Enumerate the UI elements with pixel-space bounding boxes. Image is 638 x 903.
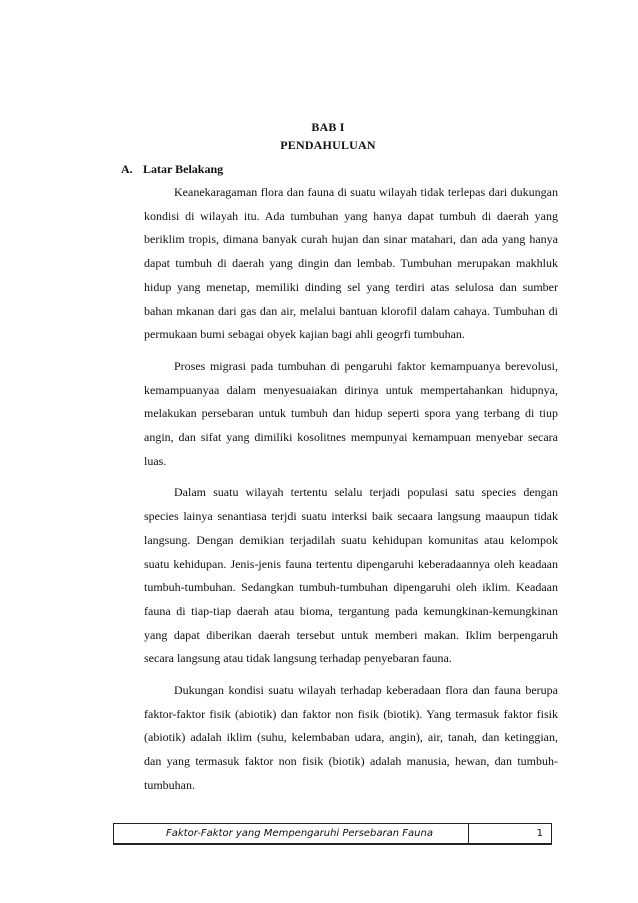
- section-heading: [121, 162, 223, 177]
- chapter-number: BAB I: [311, 120, 345, 134]
- body-text: [144, 181, 558, 806]
- footer-title: Faktor-Faktor yang Mempengaruhi Persebaran Fauna: [114, 824, 469, 843]
- section-title: Latar Belakang: [143, 162, 224, 176]
- section-letter: A.: [121, 162, 133, 176]
- paragraph-1: Keanekaragaman flora dan fauna di suatu wilayah tidak terlepas dari dukungan kondisi di wilayah itu. Ada tumbuhan yang hanya dapat tumbuh di daerah yang beriklim tropis, dimana banyak curah hujan dan sinar matahari, dan ada yang hanya dapat tumbuh di daerah yang dingin dan lembab. Tumbuhan merupakan makhluk hidup yang menetap, memiliki dinding sel yang terdiri atas selulosa dan sumber bahan mkanan dari gas dan air, melalui bantuan klorofil dalam cahaya. Tumbuhan di permukaan bumi sebagai obyek kajian bagi ahli geogrfi tumbuhan.: [144, 185, 558, 342]
- paragraph-2: Proses migrasi pada tumbuhan di pengaruhi faktor kemampuanya berevolusi, kemampuanyaa dalam menyesuaiakan dirinya untuk mempertahankan hidupnya, melakukan persebaran untuk tumbuh dan hidup seperti spora yang terbang di tiup angin, dan sifat yang dimiliki kosolitnes mempunyai kemampuan menyebar secara luas.: [144, 358, 558, 468]
- paragraph-3: Dalam suatu wilayah tertentu selalu terjadi populasi satu species dengan species lainya senantiasa terjdi suatu interksi baik secaara langsung maaupun tidak langsung. Dengan demikian terjadilah suatu kehidupan komunitas atau kelompok suatu kehidupan. Jenis-jenis fauna tertentu dipengaruhi keberadaannya oleh keadaan tumbuh-tumbuhan. Sedangkan tumbuh-tumbuhan dipengaruhi oleh iklim. Keadaan fauna di tiap-tiap daerah atau bioma, tergantung pada kemungkinan-kemungkinan yang dapat diberikan daerah tersebut untuk memberi makan. Iklim berpengaruh secara langsung atau tidak langsung terhadap penyebaran fauna.: [144, 485, 558, 666]
- paragraph-4: Dukungan kondisi suatu wilayah terhadap keberadaan flora dan fauna berupa faktor-faktor fisik (abiotik) dan faktor non fisik (biotik). Yang termasuk faktor fisik (abiotik) adalah iklim (suhu, kelembaban udara, angin), air, tanah, dan ketinggian, dan yang termasuk faktor non fisik (biotik) adalah manusia, hewan, dan tumbuh-tumbuhan.: [144, 683, 558, 792]
- chapter-title: PENDAHULUAN: [280, 138, 376, 152]
- page-footer: [113, 823, 552, 845]
- footer-page-number: 1: [536, 828, 543, 839]
